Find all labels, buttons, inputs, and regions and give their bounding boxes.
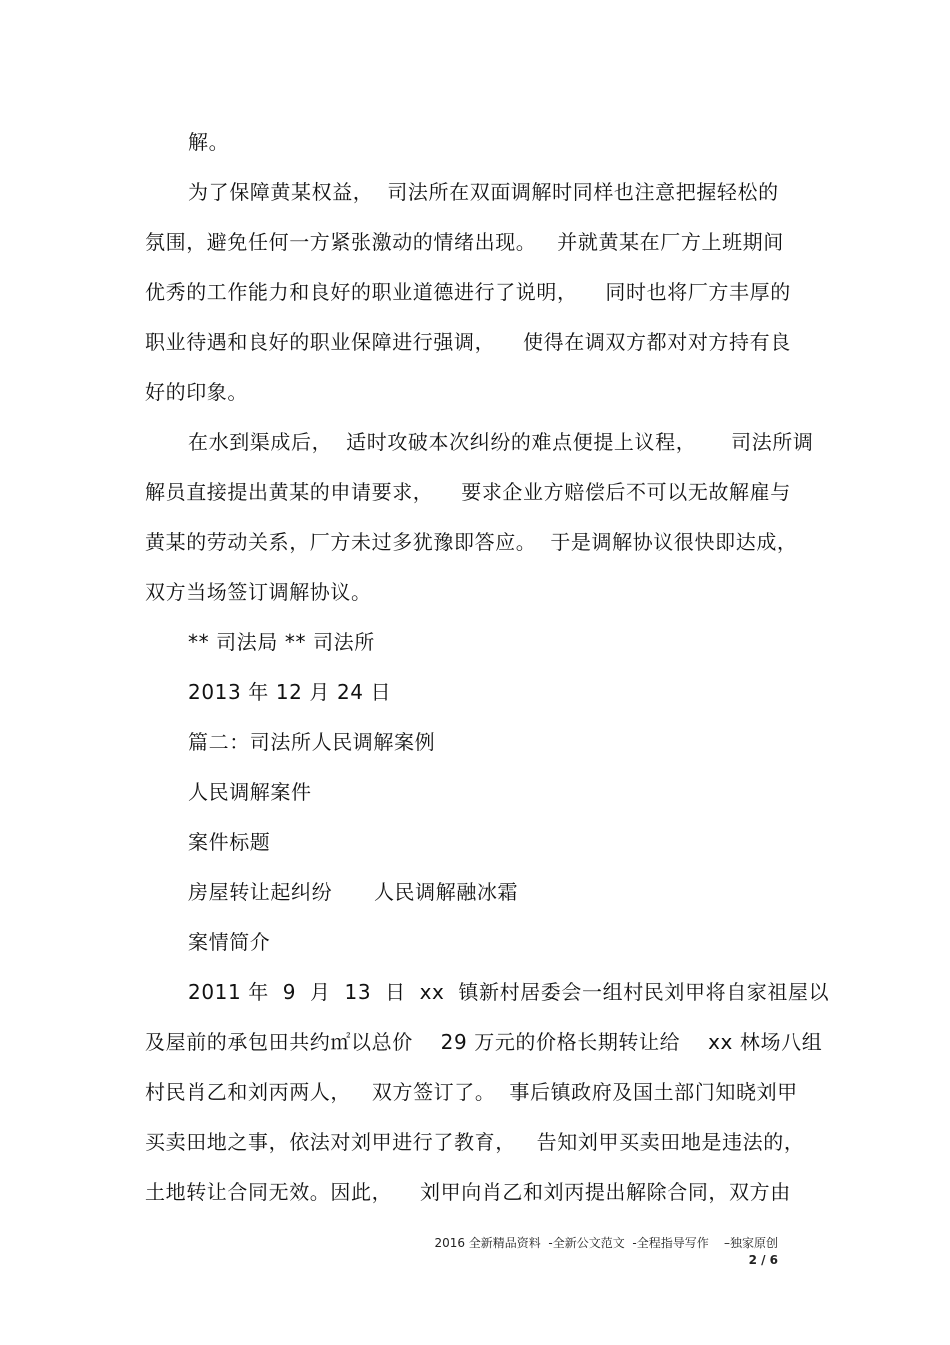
page-indicator: 2 / 6 <box>748 1253 778 1267</box>
paragraph-line: 2011 年 9 月 13 日 xx 镇新村居委会一组村民刘甲将自家祖屋以 <box>188 980 830 1004</box>
subheading: 案件标题 <box>188 830 271 854</box>
paragraph-line: 村民肖乙和刘丙两人， 双方签订了。 事后镇政府及国土部门知晓刘甲 <box>145 1080 798 1104</box>
paragraph-line: 土地转让合同无效。因此， 刘甲向肖乙和刘丙提出解除合同，双方由 <box>145 1180 791 1204</box>
paragraph-line: 买卖田地之事，依法对刘甲进行了教育， 告知刘甲买卖田地是违法的， <box>145 1130 805 1154</box>
paragraph-line: 为了保障黄某权益， 司法所在双面调解时同样也注意把握轻松的 <box>188 180 779 204</box>
subheading: 人民调解案件 <box>188 780 312 804</box>
paragraph-line: 优秀的工作能力和良好的职业道德进行了说明， 同时也将厂方丰厚的 <box>145 280 791 304</box>
paragraph-line: 解。 <box>188 130 230 154</box>
footer-text: 2016 全新精品资料 -全新公文范文 -全程指导写作 –独家原创 <box>434 1236 778 1250</box>
paragraph-line: 解员直接提出黄某的申请要求， 要求企业方赔偿后不可以无故解雇与 <box>145 480 791 504</box>
signature-line: ** 司法局 ** 司法所 <box>188 630 375 654</box>
paragraph-line: 黄某的劳动关系，厂方未过多犹豫即答应。 于是调解协议很快即达成， <box>145 530 798 554</box>
paragraph-line: 在水到渠成后， 适时攻破本次纠纷的难点便提上议程， 司法所调 <box>188 430 814 454</box>
paragraph-line: 双方当场签订调解协议。 <box>145 580 372 604</box>
case-title: 房屋转让起纠纷 人民调解融冰霜 <box>188 880 519 904</box>
paragraph-line: 氛围，避免任何一方紧张激动的情绪出现。 并就黄某在厂方上班期间 <box>145 230 784 254</box>
section-heading: 篇二：司法所人民调解案例 <box>188 730 436 754</box>
subheading: 案情简介 <box>188 930 271 954</box>
paragraph-line: 好的印象。 <box>145 380 248 404</box>
date-line: 2013 年 12 月 24 日 <box>188 680 392 704</box>
paragraph-line: 职业待遇和良好的职业保障进行强调， 使得在调双方都对对方持有良 <box>145 330 791 354</box>
paragraph-line: 及屋前的承包田共约㎡以总价 29 万元的价格长期转让给 xx 林场八组 <box>145 1030 823 1054</box>
